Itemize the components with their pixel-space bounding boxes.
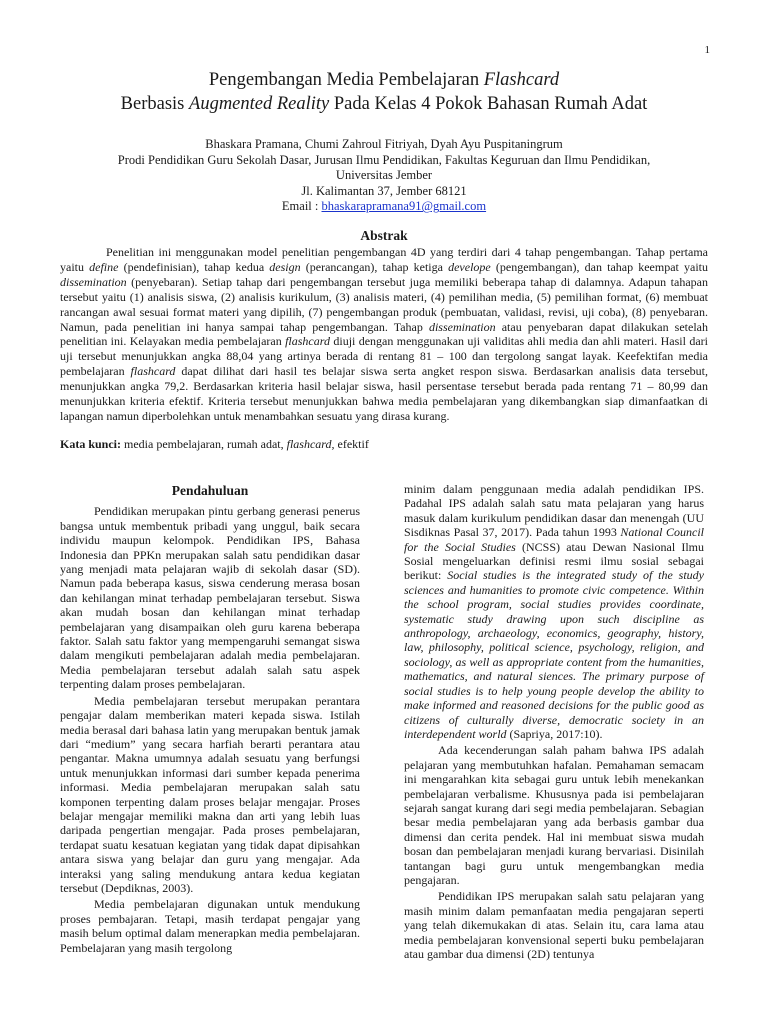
title-text: Pengembangan Media Pembelajaran	[208, 70, 484, 90]
author-names: Bhaskara Pramana, Chumi Zahroul Fitriyah, Dyah Ayu Puspitaningrum	[205, 137, 563, 151]
body-paragraph: minim dalam penggunaan media adalah pendidikan IPS. Padahal IPS adalah salah satu mata pelajaran yang harus masuk dalam kurikulum pendidikan dasar dan menengah (UU Sisdiknas Pasal 37, 2017). Pada tahun 1993 National Council for the Social Studies (NCSS) atau Dewan Nasional Ilmu Sosial mengeluarkan definisi resmi ilmu sosial sebagai berikut: Social studies is the integrated study of the study sciences and humanities to promote civic competence. Within the school program, social studies provides coordinate, systematic study drawing upon such discipline as anthropology, archaeology, economics, geography, history, law, philosophy, political science, psychology, religion, and sociology, as well as appropriate content from the humanities, mathematics, and natural siences. The primary purpose of social studies is to help young people develop the ability to make informed and reasoned decisions for the public good as citizens of culturally diverse, democratic society in an interdependent world (Sapriya, 2017:10).	[404, 482, 704, 741]
title-line-2	[60, 92, 708, 116]
author-university: Universitas Jember	[335, 168, 433, 183]
title-line-1	[60, 68, 708, 92]
email-link[interactable]: bhaskarapramana91@gmail.com	[321, 199, 487, 214]
page-number: 1	[704, 44, 710, 56]
right-column	[404, 482, 704, 961]
title-text: Pada Kelas 4 Pokok Bahasan Rumah Adat	[329, 94, 648, 114]
keywords: Kata kunci: media pembelajaran, rumah adat, flashcard, efektif	[60, 437, 369, 451]
body-paragraph: Pendidikan merupakan pintu gerbang generasi penerus bangsa untuk membentuk pribadi yang unggul, baik secara individu maupun kelompok. Pendidikan IPS, Bahasa Indonesia dan PPKn merupakan salah satu pendidikan dasar yang menjadi mata pelajaran wajib di sekolah dasar (SD). Namun pada beberapa kasus, siswa cenderung merasa bosan dan kehilangan minat terhadap pembelajaran tersebut. Siswa akan mudah bosan dan kehilangan minat terhadap pembelajaran yang disampaikan oleh guru karena beberapa faktor. Salah satu faktor yang mempengaruhi semangat siswa dalam mengikuti pembelajaran adalah media pembelajaran. Media pembelajaran tersebut adalah salah satu aspek terpenting dalam proses pembelajaran.	[60, 504, 360, 692]
abstract-text: Penelitian ini menggunakan model penelitian pengembangan 4D yang terdiri dari 4 tahap pengembangan. Tahap pertama yaitu define (pendefinisian), tahap kedua design (perancangan), tahap ketiga develope (pengembangan), dan tahap keempat yaitu dissemination (penyebaran). Setiap tahap dari pengembangan tersebut juga memiliki beberapa tahap di dalamnya. Adapun tahapan tersebut yaitu (1) analisis siswa, (2) analisis kurikulum, (3) analisis materi, (4) pemilihan media, (5) pemilihan format, (6) membuat rancangan awal sesuai format materi yang dipilih, (7) pengembangan produk (pembuatan, validasi, revisi, uji coba), (8) penyebaran. Namun, pada penelitian ini hanya sampai tahap pengembangan. Tahap dissemination atau penyebaran dapat dilakukan setelah penelitian ini. Kelayakan media pembelajaran flashcard diuji dengan menggunakan uji validitas ahli media dan ahli materi. Hasil dari uji tersebut menunjukkan angka 88,04 yang artinya berada di rentang 81 – 100 dan tergolong sangat layak. Keefektifan media pembelajaran flashcard dapat dilihat dari hasil tes belajar siswa serta angket respon siswa. Berdasarkan analisis data tersebut, menunjukkan angka 79,2. Berdasarkan kriteria hasil belajar siswa, hasil persentase tersebut berada pada rentang 71 – 80,99 dan menunjukkan kriteria efektif. Kriteria tersebut menunjukkan bahwa media pembelajaran yang dikembangkan siap dimanfaatkan di lapangan namun diperbolehkan untuk menambahkan sesuatu yang dirasa kurang.	[60, 245, 709, 423]
author-affiliation: Prodi Pendidikan Guru Sekolah Dasar, Jurusan Ilmu Pendidikan, Fakultas Keguruan dan Ilmu Pendidikan,	[117, 152, 651, 167]
paper-title	[60, 68, 708, 116]
email-label: Email :	[281, 199, 322, 214]
title-text: Berbasis	[120, 94, 190, 114]
keywords-label: Kata kunci:	[60, 437, 122, 451]
body-paragraph: Pendidikan IPS merupakan salah satu pelajaran yang masih minim dalam pemanfaatan media pengajaran seperti yang telah dikemukakan di atas. Selain itu, cara lama atau media pembelajaran konvensional seperti buku pembelajaran atau gambar dua dimensi (2D) tentunya	[404, 889, 704, 961]
author-address: Jl. Kalimantan 37, Jember 68121	[301, 183, 467, 198]
author-info	[60, 137, 708, 215]
body-paragraph: Media pembelajaran tersebut merupakan perantara pengajar dalam memberikan materi kepada siswa. Istilah media berasal dari bahasa latin yang merupakan bentuk jamak dari “medium” yang secara harfiah berarti perantara atau pengantar. Makna umumnya adalah sesuatu yang berfungsi untuk menunjukkan informasi dari sumber kepada penerima informasi. Media pembelajaran merupakan salah satu komponen terpenting dalam proses belajar mengajar. Proses belajar mengajar memiliki makna dan arti yang lebih luas daripada pengertian mengajar. Pada proses pembelajaran, terdapat suatu kesatuan kegiatan yang tidak dapat dipisahkan antara siswa yang belajar dan guru yang mengajar. Ada interaksi yang saling mendukung antara kedua kegiatan tersebut (Depdiknas, 2003).	[60, 693, 360, 895]
body-paragraph: Media pembelajaran digunakan untuk mendukung proses pembajaran. Tetapi, masih terdapat pengajar yang masih belum optimal dalam menerapkan media pembelajaran. Pembelajaran yang masih tergolong	[60, 897, 360, 955]
title-italic-term: Flashcard	[483, 70, 560, 90]
author-email-line	[60, 199, 708, 215]
section-heading-pendahuluan: Pendahuluan	[171, 483, 249, 498]
left-column	[60, 480, 360, 955]
abstract-heading: Abstrak	[360, 228, 408, 243]
body-paragraph: Ada kecenderungan salah paham bahwa IPS adalah pelajaran yang membutuhkan hafalan. Pemahaman semacam ini mengarahkan kita sebagai guru untuk lebih menekankan pembelajaran verbalisme. Khususnya pada isi pembelajaran sejarah sangat kurang dari segi media pembelajaran. Sebagian besar media pembelajaran yang ada berbasis gambar dua dimensi dan cerita pendek. Hal ini membuat siswa mudah bosan dan pembelajaran menjadi kurang bervariasi. Disinilah tantangan bagi guru untuk mengembangkan media pengajaran.	[404, 743, 704, 887]
title-italic-term: Augmented Reality	[189, 94, 330, 114]
